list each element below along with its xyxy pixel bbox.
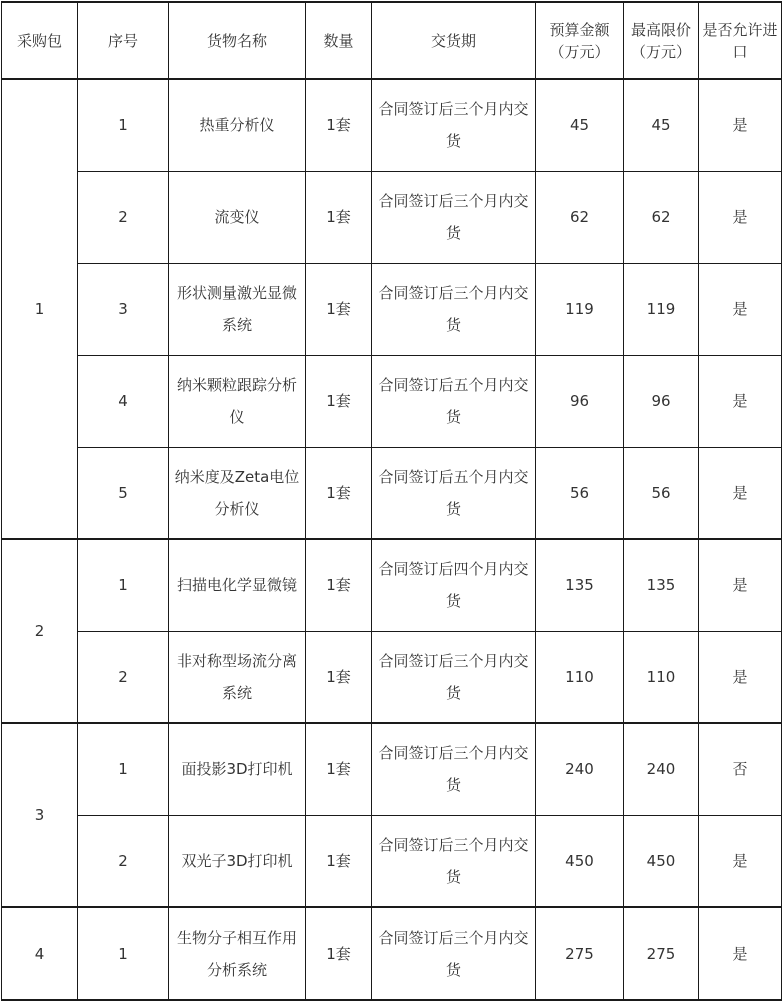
delivery-cell: 合同签订后三个月内交货 — [372, 907, 536, 1000]
import-cell: 是 — [699, 263, 782, 355]
budget-cell: 240 — [536, 723, 624, 815]
table-row — [2, 355, 782, 447]
seq-cell: 1 — [78, 907, 169, 1000]
goods-cell: 面投影3D打印机 — [169, 723, 306, 815]
quantity-cell: 1套 — [306, 171, 372, 263]
max-price-cell: 119 — [624, 263, 699, 355]
delivery-cell: 合同签订后三个月内交货 — [372, 79, 536, 171]
header-quantity: 数量 — [306, 2, 372, 79]
seq-cell: 2 — [78, 171, 169, 263]
quantity-cell: 1套 — [306, 723, 372, 815]
quantity-cell: 1套 — [306, 907, 372, 1000]
header-goods: 货物名称 — [169, 2, 306, 79]
quantity-cell: 1套 — [306, 263, 372, 355]
quantity-cell: 1套 — [306, 815, 372, 907]
goods-cell: 形状测量激光显微系统 — [169, 263, 306, 355]
max-price-cell: 45 — [624, 79, 699, 171]
delivery-cell: 合同签订后四个月内交货 — [372, 539, 536, 631]
package-cell: 1 — [2, 79, 78, 539]
header-budget: 预算金额（万元） — [536, 2, 624, 79]
delivery-cell: 合同签订后五个月内交货 — [372, 447, 536, 539]
import-cell: 是 — [699, 907, 782, 1000]
header-package: 采购包 — [2, 2, 78, 79]
quantity-cell: 1套 — [306, 355, 372, 447]
budget-cell: 62 — [536, 171, 624, 263]
import-cell: 是 — [699, 539, 782, 631]
table-row — [2, 171, 782, 263]
max-price-cell: 96 — [624, 355, 699, 447]
package-cell: 2 — [2, 539, 78, 723]
seq-cell: 1 — [78, 539, 169, 631]
max-price-cell: 275 — [624, 907, 699, 1000]
max-price-cell: 110 — [624, 631, 699, 723]
package-cell: 4 — [2, 907, 78, 1000]
table-row — [2, 447, 782, 539]
table-row — [2, 79, 782, 171]
delivery-cell: 合同签订后三个月内交货 — [372, 723, 536, 815]
delivery-cell: 合同签订后五个月内交货 — [372, 355, 536, 447]
header-max-price: 最高限价（万元） — [624, 2, 699, 79]
import-cell: 是 — [699, 447, 782, 539]
goods-cell: 流变仪 — [169, 171, 306, 263]
header-import: 是否允许进口 — [699, 2, 782, 79]
table-row — [2, 631, 782, 723]
procurement-table — [1, 1, 782, 1001]
max-price-cell: 62 — [624, 171, 699, 263]
budget-cell: 450 — [536, 815, 624, 907]
goods-cell: 纳米度及Zeta电位分析仪 — [169, 447, 306, 539]
table-row — [2, 723, 782, 815]
budget-cell: 45 — [536, 79, 624, 171]
seq-cell: 3 — [78, 263, 169, 355]
import-cell: 是 — [699, 631, 782, 723]
delivery-cell: 合同签订后三个月内交货 — [372, 263, 536, 355]
seq-cell: 2 — [78, 631, 169, 723]
budget-cell: 135 — [536, 539, 624, 631]
quantity-cell: 1套 — [306, 631, 372, 723]
seq-cell: 1 — [78, 79, 169, 171]
quantity-cell: 1套 — [306, 539, 372, 631]
import-cell: 否 — [699, 723, 782, 815]
delivery-cell: 合同签订后三个月内交货 — [372, 815, 536, 907]
goods-cell: 非对称型场流分离系统 — [169, 631, 306, 723]
goods-cell: 双光子3D打印机 — [169, 815, 306, 907]
table-row — [2, 539, 782, 631]
max-price-cell: 240 — [624, 723, 699, 815]
import-cell: 是 — [699, 815, 782, 907]
budget-cell: 119 — [536, 263, 624, 355]
delivery-cell: 合同签订后三个月内交货 — [372, 171, 536, 263]
import-cell: 是 — [699, 79, 782, 171]
budget-cell: 275 — [536, 907, 624, 1000]
package-cell: 3 — [2, 723, 78, 907]
goods-cell: 热重分析仪 — [169, 79, 306, 171]
goods-cell: 纳米颗粒跟踪分析仪 — [169, 355, 306, 447]
table-row — [2, 815, 782, 907]
goods-cell: 生物分子相互作用分析系统 — [169, 907, 306, 1000]
budget-cell: 96 — [536, 355, 624, 447]
header-seq: 序号 — [78, 2, 169, 79]
seq-cell: 2 — [78, 815, 169, 907]
quantity-cell: 1套 — [306, 447, 372, 539]
import-cell: 是 — [699, 171, 782, 263]
max-price-cell: 450 — [624, 815, 699, 907]
seq-cell: 4 — [78, 355, 169, 447]
table-row — [2, 263, 782, 355]
header-delivery: 交货期 — [372, 2, 536, 79]
delivery-cell: 合同签订后三个月内交货 — [372, 631, 536, 723]
max-price-cell: 135 — [624, 539, 699, 631]
max-price-cell: 56 — [624, 447, 699, 539]
quantity-cell: 1套 — [306, 79, 372, 171]
import-cell: 是 — [699, 355, 782, 447]
header-row — [2, 2, 782, 79]
goods-cell: 扫描电化学显微镜 — [169, 539, 306, 631]
seq-cell: 1 — [78, 723, 169, 815]
seq-cell: 5 — [78, 447, 169, 539]
budget-cell: 56 — [536, 447, 624, 539]
table-row — [2, 907, 782, 1000]
budget-cell: 110 — [536, 631, 624, 723]
